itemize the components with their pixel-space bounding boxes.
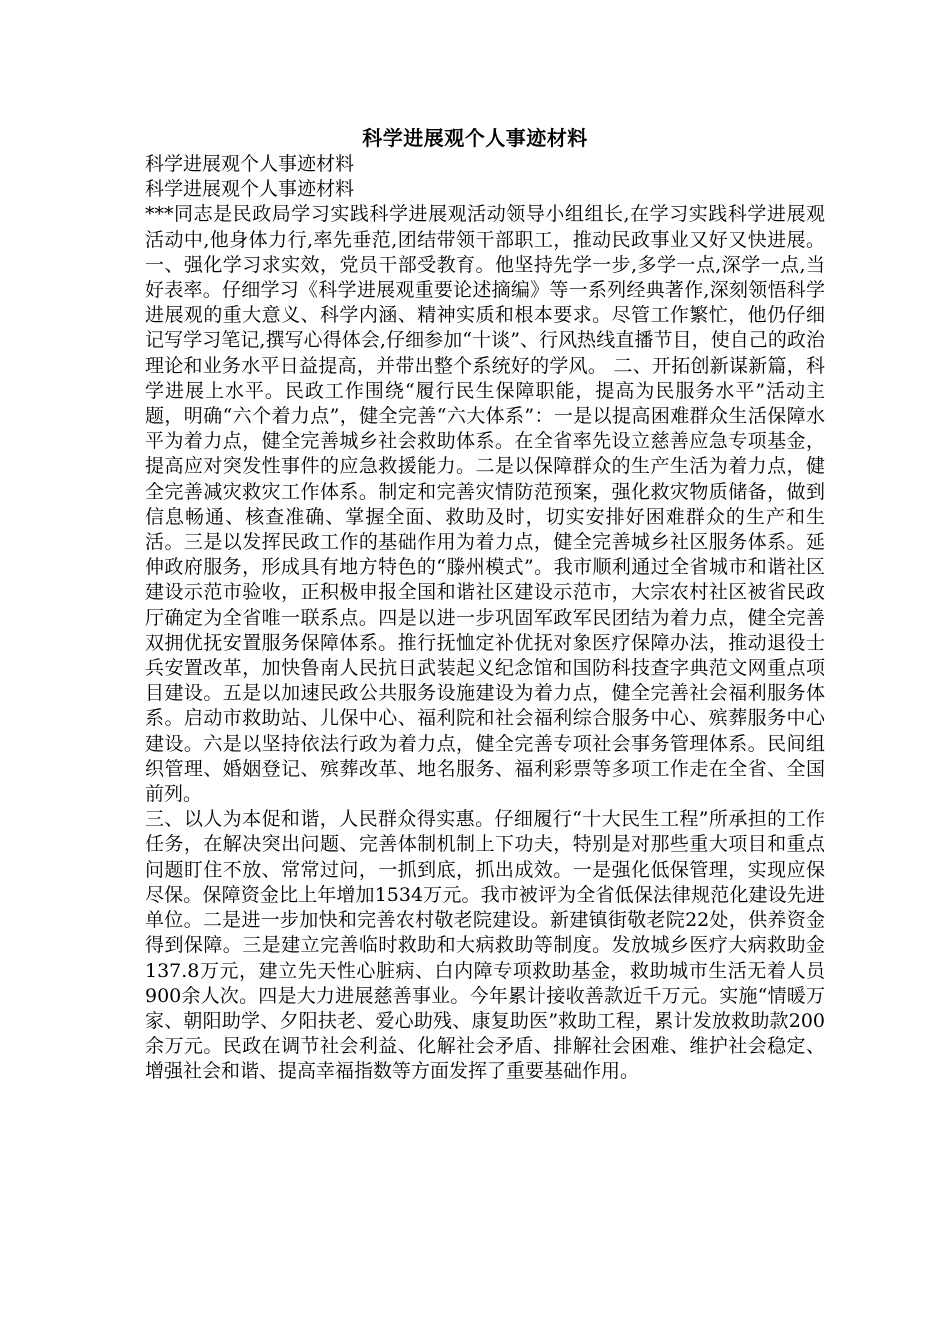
subtitle-line-2: 科学进展观个人事迹材料 (145, 178, 355, 201)
body-paragraph-1: ***同志是民政局学习实践科学进展观活动领导小组组长,在学习实践科学进展观活动中,他身体力行,率先垂范,团结带领干部职工，推动民政事业又好又快进展。 一、强化学习求实效，党员干部受教育。他坚持先学一步,多学一点,深学一点,当好表率。仔细学习《科学进展观重要论述摘编》等一系列经典著作,深刻领悟科学进展观的重大意义、科学内涵、精神实质和根本要求。尽管工作繁忙，他仍仔细记写学习笔记,撰写心得体会,仔细参加“十谈”、行风热线直播节目，使自己的政治理论和业务水平日益提高，并带出整个系统好的学风。 二、开拓创新谋新篇，科学进展上水平。民政工作围绕“履行民生保障职能，提高为民服务水平”活动主题，明确“六个着力点”，健全完善“六大体系”：一是以提高困难群众生活保障水平为着力点，健全完善城乡社会救助体系。在全省率先设立慈善应急专项基金，提高应对突发性事件的应急救援能力。二是以保障群众的生产生活为着力点，健全完善减灾救灾工作体系。制定和完善灾情防范预案，强化救灾物质储备，做到信息畅通、核查准确、掌握全面、救助及时，切实安排好困难群众的生产和生活。三是以发挥民政工作的基础作用为着力点，健全完善城乡社区服务体系。延伸政府服务，形成具有地方特色的“滕州模式”。我市顺利通过全省城市和谐社区建设示范市验收，正积极申报全国和谐社区建设示范市，大宗农村社区被省民政厅确定为全省唯一联系点。四是以进一步巩固军政军民团结为着力点，健全完善双拥优抚安置服务保障体系。推行抚恤定补优抚对象医疗保障办法，推动退役士兵安置改革，加快鲁南人民抗日武装起义纪念馆和国防科技查字典范文网重点项目建设。五是以加速民政公共服务设施建设为着力点，健全完善社会福利服务体系。启动市救助站、儿保中心、福利院和社会福利综合服务中心、殡葬服务中心建设。六是以坚持依法行政为着力点，健全完善专项社会事务管理体系。民间组织管理、婚姻登记、殡葬改革、地名服务、福利彩票等多项工作走在全省、全国前列。 (145, 203, 825, 806)
document-title: 科学进展观个人事迹材料 (362, 126, 588, 150)
body-paragraph-2: 三、以人为本促和谐，人民群众得实惠。仔细履行“十大民生工程”所承担的工作任务，在解决突出问题、完善体制机制上下功夫，特别是对那些重大项目和重点问题盯住不放、常常过问，一抓到底，抓出成效。一是强化低保管理，实现应保尽保。保障资金比上年增加1534万元。我市被评为全省低保法律规范化建设先进单位。二是进一步加快和完善农村敬老院建设。新建镇街敬老院22处，供养资金得到保障。三是建立完善临时救助和大病救助等制度。发放城乡医疗大病救助金137.8万元，建立先天性心脏病、白内障专项救助基金，救助城市生活无着人员900余人次。四是大力进展慈善事业。今年累计接收善款近千万元。实施“情暖万家、朝阳助学、夕阳扶老、爱心助残、康复助医”救助工程，累计发放救助款200余万元。民政在调节社会利益、化解社会矛盾、排解社会困难、维护社会稳定、增强社会和谐、提高幸福指数等方面发挥了重要基础作用。 (145, 808, 825, 1083)
document-body (145, 152, 825, 1085)
subtitle-line-1: 科学进展观个人事迹材料 (145, 153, 355, 175)
